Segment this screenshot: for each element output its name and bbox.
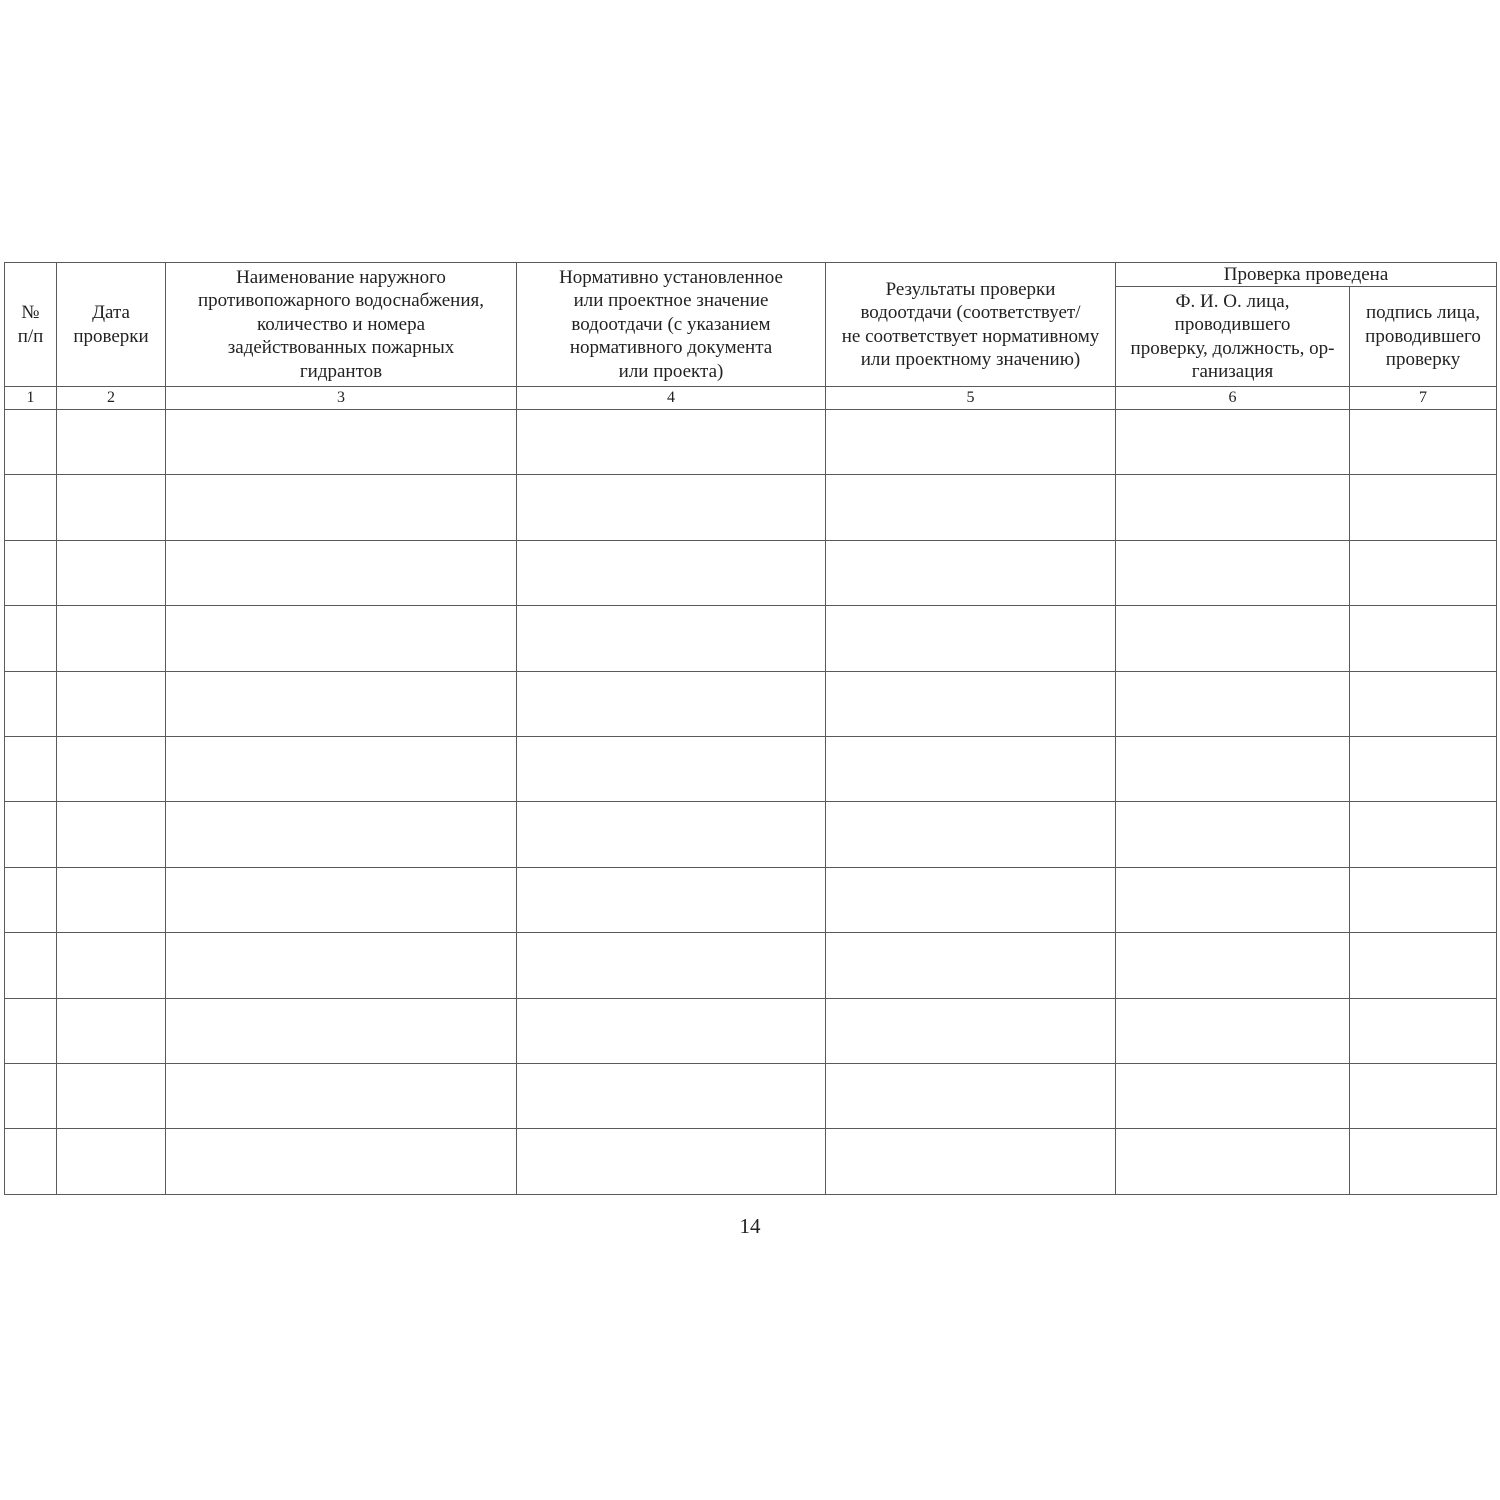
table-cell[interactable] (1350, 736, 1497, 801)
column-number: 4 (517, 387, 826, 410)
table-cell[interactable] (826, 671, 1116, 736)
table-row (5, 475, 1497, 540)
table-cell[interactable] (1116, 1129, 1350, 1194)
table-cell[interactable] (517, 933, 826, 998)
column-number: 2 (57, 387, 166, 410)
table-cell[interactable] (517, 1129, 826, 1194)
table-cell[interactable] (517, 540, 826, 605)
table-cell[interactable] (57, 410, 166, 475)
table-cell[interactable] (1116, 540, 1350, 605)
table-cell[interactable] (5, 606, 57, 671)
table-row (5, 933, 1497, 998)
header-normative-value: Нормативно установленное или проектное значение водоотдачи (с указанием нормативного документа или проекта) (517, 263, 826, 387)
table-row (5, 1129, 1497, 1194)
table-row (5, 540, 1497, 605)
column-number: 3 (166, 387, 517, 410)
column-number: 6 (1116, 387, 1350, 410)
table-cell[interactable] (1116, 475, 1350, 540)
table-cell[interactable] (517, 671, 826, 736)
table-cell[interactable] (5, 1063, 57, 1128)
table-cell[interactable] (5, 998, 57, 1063)
table-cell[interactable] (5, 475, 57, 540)
table-cell[interactable] (166, 1129, 517, 1194)
table-cell[interactable] (826, 1129, 1116, 1194)
table-cell[interactable] (166, 410, 517, 475)
table-cell[interactable] (57, 802, 166, 867)
table-cell[interactable] (517, 802, 826, 867)
table-cell[interactable] (1350, 998, 1497, 1063)
table-cell[interactable] (166, 540, 517, 605)
table-cell[interactable] (1116, 606, 1350, 671)
table-row (5, 1063, 1497, 1128)
column-number: 7 (1350, 387, 1497, 410)
table-cell[interactable] (826, 475, 1116, 540)
table-cell[interactable] (1350, 1129, 1497, 1194)
table-cell[interactable] (166, 867, 517, 932)
table-cell[interactable] (1350, 540, 1497, 605)
table-cell[interactable] (826, 933, 1116, 998)
table-cell[interactable] (1116, 1063, 1350, 1128)
table-cell[interactable] (166, 998, 517, 1063)
table-cell[interactable] (517, 606, 826, 671)
table-cell[interactable] (826, 410, 1116, 475)
table-cell[interactable] (57, 736, 166, 801)
table-cell[interactable] (517, 475, 826, 540)
table-cell[interactable] (826, 540, 1116, 605)
table-cell[interactable] (517, 410, 826, 475)
table-cell[interactable] (166, 606, 517, 671)
table-cell[interactable] (57, 475, 166, 540)
table-cell[interactable] (1350, 1063, 1497, 1128)
table-row (5, 867, 1497, 932)
header-check-performed-group: Проверка проведена (1116, 263, 1497, 287)
table-cell[interactable] (5, 933, 57, 998)
table-cell[interactable] (166, 736, 517, 801)
table-cell[interactable] (826, 802, 1116, 867)
table-cell[interactable] (5, 802, 57, 867)
table-cell[interactable] (826, 1063, 1116, 1128)
table-cell[interactable] (1116, 802, 1350, 867)
table-cell[interactable] (5, 1129, 57, 1194)
table-cell[interactable] (166, 1063, 517, 1128)
inspection-log-table (4, 262, 1497, 1195)
table-cell[interactable] (166, 802, 517, 867)
column-number: 1 (5, 387, 57, 410)
table-cell[interactable] (517, 998, 826, 1063)
table-cell[interactable] (517, 736, 826, 801)
table-cell[interactable] (57, 606, 166, 671)
table-body (5, 387, 1497, 1195)
table-cell[interactable] (1350, 671, 1497, 736)
table-cell[interactable] (1350, 606, 1497, 671)
table-row (5, 802, 1497, 867)
table-cell[interactable] (166, 671, 517, 736)
table-cell[interactable] (57, 933, 166, 998)
table-cell[interactable] (1350, 410, 1497, 475)
table-cell[interactable] (1350, 475, 1497, 540)
table-cell[interactable] (1116, 410, 1350, 475)
header-check-date: Дата проверки (57, 263, 166, 387)
table-cell[interactable] (5, 671, 57, 736)
table-cell[interactable] (1350, 933, 1497, 998)
table-cell[interactable] (1350, 867, 1497, 932)
header-water-supply-name: Наименование наружного противопожарного водоснабжения, количество и номера задействованных пожарных гидрантов (166, 263, 517, 387)
table-row (5, 410, 1497, 475)
table-cell[interactable] (826, 998, 1116, 1063)
column-number-row (5, 387, 1497, 410)
table-cell[interactable] (5, 410, 57, 475)
table-cell[interactable] (166, 933, 517, 998)
table-row (5, 736, 1497, 801)
table-cell[interactable] (1116, 867, 1350, 932)
table-cell[interactable] (826, 867, 1116, 932)
table-cell[interactable] (1116, 998, 1350, 1063)
header-check-results: Результаты проверки водоотдачи (соответствует/ не соответствует нормативному или проектному значению) (826, 263, 1116, 387)
column-number: 5 (826, 387, 1116, 410)
table-cell[interactable] (517, 867, 826, 932)
table-row (5, 671, 1497, 736)
table-cell[interactable] (57, 671, 166, 736)
header-inspector-name: Ф. И. О. лица, проводившего проверку, должность, ор- ганизация (1116, 287, 1350, 387)
table-cell[interactable] (5, 540, 57, 605)
table-cell[interactable] (1350, 802, 1497, 867)
table-cell[interactable] (57, 867, 166, 932)
table-cell[interactable] (1116, 933, 1350, 998)
table-cell[interactable] (166, 475, 517, 540)
header-row-top (5, 263, 1497, 287)
table-cell[interactable] (57, 998, 166, 1063)
table-cell[interactable] (1116, 671, 1350, 736)
table-cell[interactable] (57, 1063, 166, 1128)
header-row-number: № п/п (5, 263, 57, 387)
page-number: 14 (739, 1214, 761, 1238)
table-cell[interactable] (5, 867, 57, 932)
table-cell[interactable] (826, 606, 1116, 671)
table-cell[interactable] (5, 736, 57, 801)
table-row (5, 998, 1497, 1063)
table-row (5, 606, 1497, 671)
table-cell[interactable] (1116, 736, 1350, 801)
table-cell[interactable] (517, 1063, 826, 1128)
table-cell[interactable] (826, 736, 1116, 801)
table-cell[interactable] (57, 540, 166, 605)
header-inspector-signature: подпись лица, проводившего проверку (1350, 287, 1497, 387)
table-cell[interactable] (57, 1129, 166, 1194)
